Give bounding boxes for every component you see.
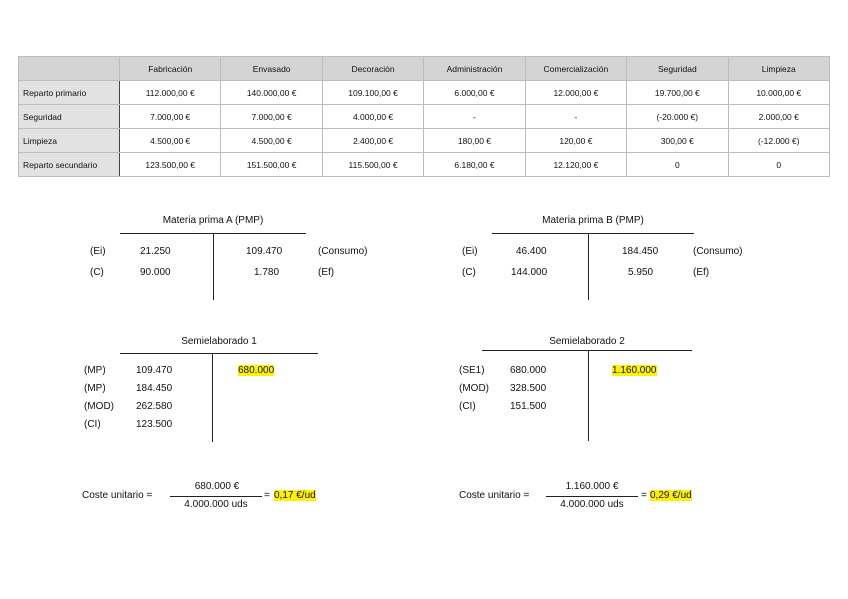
entry-value: 184.450	[136, 383, 173, 394]
table-cell: 6.000,00 €	[424, 81, 525, 105]
entry-tag: (Ef)	[693, 267, 710, 278]
row-label: Seguridad	[19, 105, 120, 129]
t-account-top-line	[492, 233, 694, 234]
entry-value: 90.000	[140, 267, 171, 278]
highlighted-total: 1.160.000	[612, 365, 657, 376]
fraction-numerator: 1.160.000 €	[565, 481, 619, 492]
table-cell: 19.700,00 €	[627, 81, 728, 105]
entry-tag: (Ef)	[318, 267, 335, 278]
fraction-bar	[170, 496, 262, 497]
t-account-title: Semielaborado 2	[549, 336, 625, 347]
table-cell: 115.500,00 €	[322, 153, 423, 177]
formula-label: Coste unitario =	[82, 490, 153, 501]
entry-value: 109.470	[136, 365, 173, 376]
t-account-divider	[213, 233, 214, 300]
entry-tag: (Consumo)	[318, 246, 368, 257]
table-cell: 112.000,00 €	[120, 81, 221, 105]
table-cell: 10.000,00 €	[728, 81, 829, 105]
fraction-bar	[546, 496, 638, 497]
entry-tag: (MP)	[84, 365, 106, 376]
entry-tag: (SE1)	[459, 365, 485, 376]
entry-value: 262.580	[136, 401, 173, 412]
table-cell: 140.000,00 €	[221, 81, 322, 105]
entry-value: 1.780	[254, 267, 280, 278]
entry-tag: (C)	[90, 267, 104, 278]
t-account-divider	[588, 233, 589, 300]
entry-value: 184.450	[622, 246, 659, 257]
table-cell: -	[424, 105, 525, 129]
row-label: Limpieza	[19, 129, 120, 153]
column-header: Envasado	[221, 57, 322, 81]
table-cell: 0	[627, 153, 728, 177]
column-header: Limpieza	[728, 57, 829, 81]
unit-cost-result: 0,17 €/ud	[274, 490, 316, 501]
entry-value: 5.950	[628, 267, 654, 278]
table-cell: -	[525, 105, 626, 129]
entry-value: 151.500	[510, 401, 547, 412]
entry-value: 46.400	[516, 246, 547, 257]
t-account-title: Semielaborado 1	[181, 336, 257, 347]
table-cell: 2.400,00 €	[322, 129, 423, 153]
table-row	[19, 81, 830, 105]
table-cell: 12.120,00 €	[525, 153, 626, 177]
entry-value: 680.000	[510, 365, 547, 376]
table-cell: 0	[728, 153, 829, 177]
column-header: Comercialización	[525, 57, 626, 81]
table-cell: 6.180,00 €	[424, 153, 525, 177]
entry-tag: (CI)	[459, 401, 476, 412]
fraction-numerator: 680.000 €	[194, 481, 240, 492]
table-cell: 123.500,00 €	[120, 153, 221, 177]
table-corner-cell	[19, 57, 120, 81]
table-cell: 151.500,00 €	[221, 153, 322, 177]
table-cell: 120,00 €	[525, 129, 626, 153]
fraction-denominator: 4.000.000 uds	[184, 499, 248, 510]
t-account-top-line	[120, 353, 318, 354]
entry-value: 21.250	[140, 246, 171, 257]
table-row	[19, 105, 830, 129]
row-label: Reparto secundario	[19, 153, 120, 177]
t-account-title: Materia prima A (PMP)	[162, 215, 264, 226]
row-label: Reparto primario	[19, 81, 120, 105]
table-cell: (-20.000 €)	[627, 105, 728, 129]
entry-tag: (MOD)	[459, 383, 489, 394]
table-cell: 7.000,00 €	[221, 105, 322, 129]
table-cell: 4.000,00 €	[322, 105, 423, 129]
table-row	[19, 129, 830, 153]
table-cell: 4.500,00 €	[221, 129, 322, 153]
table-cell: 2.000,00 €	[728, 105, 829, 129]
table-cell: 109.100,00 €	[322, 81, 423, 105]
highlighted-total: 680.000	[238, 365, 275, 376]
fraction-denominator: 4.000.000 uds	[560, 499, 624, 510]
entry-tag: (MOD)	[84, 401, 114, 412]
entry-tag: (MP)	[84, 383, 106, 394]
t-account-divider	[212, 353, 213, 442]
table-row	[19, 153, 830, 177]
table-cell: 4.500,00 €	[120, 129, 221, 153]
entry-value: 328.500	[510, 383, 547, 394]
entry-tag: (Ei)	[462, 246, 478, 257]
column-header: Decoración	[322, 57, 423, 81]
entry-tag: (Consumo)	[693, 246, 743, 257]
formula-label: Coste unitario =	[459, 490, 530, 501]
entry-value: 144.000	[511, 267, 548, 278]
cost-distribution-table	[18, 56, 830, 177]
entry-value: 123.500	[136, 419, 173, 430]
table-cell: 300,00 €	[627, 129, 728, 153]
entry-tag: (CI)	[84, 419, 101, 430]
t-account-divider	[588, 350, 589, 441]
table-header-row	[19, 57, 830, 81]
t-account-top-line	[482, 350, 692, 351]
column-header: Fabricación	[120, 57, 221, 81]
table-cell: (-12.000 €)	[728, 129, 829, 153]
unit-cost-result: 0,29 €/ud	[650, 490, 692, 501]
column-header: Administración	[424, 57, 525, 81]
table-cell: 12.000,00 €	[525, 81, 626, 105]
equals-sign: =	[641, 490, 647, 501]
equals-sign: =	[264, 490, 270, 501]
entry-tag: (C)	[462, 267, 476, 278]
column-header: Seguridad	[627, 57, 728, 81]
entry-tag: (Ei)	[90, 246, 106, 257]
table-cell: 7.000,00 €	[120, 105, 221, 129]
table-cell: 180,00 €	[424, 129, 525, 153]
t-account-title: Materia prima B (PMP)	[542, 215, 644, 226]
entry-value: 109.470	[246, 246, 283, 257]
